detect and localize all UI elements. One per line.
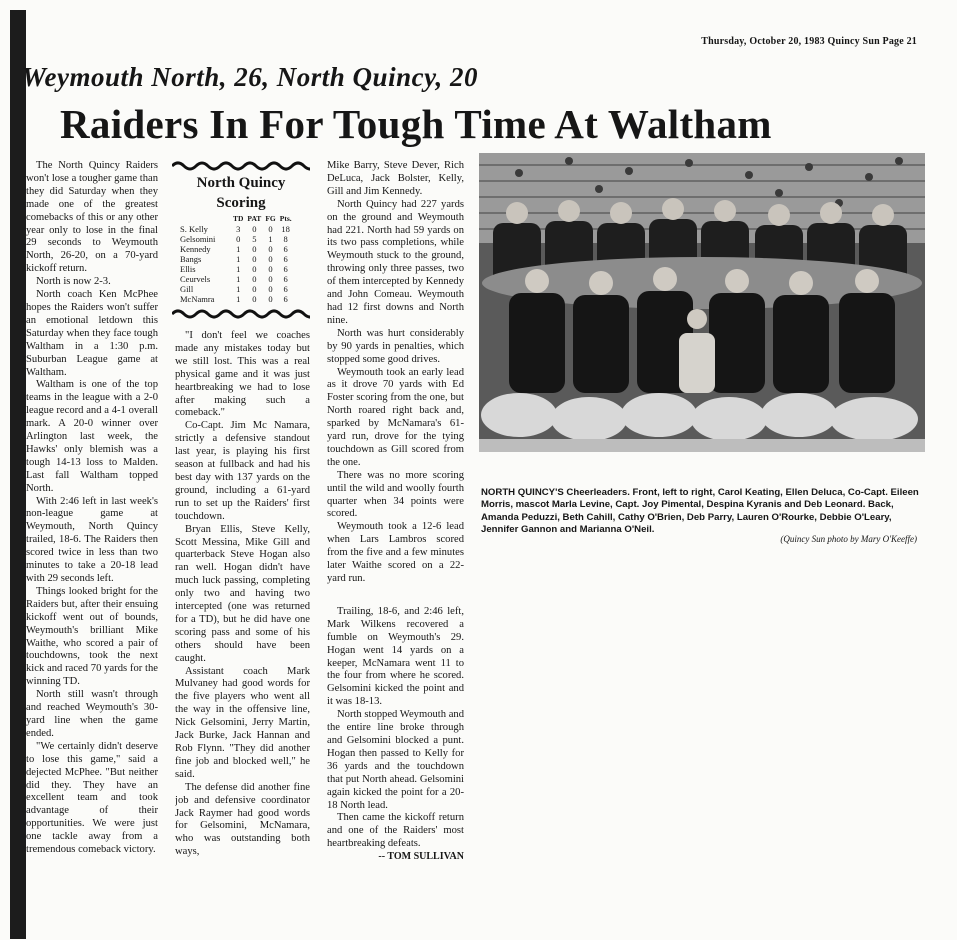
stat-cell: 0 — [268, 264, 273, 274]
stat-cell: 1 — [236, 244, 241, 254]
stat-cell: 0 — [252, 294, 257, 304]
stat-cell: 5 — [252, 234, 257, 244]
column-header: PAT — [247, 214, 262, 223]
article-column-3 — [327, 160, 464, 940]
stat-cell: 0 — [252, 264, 257, 274]
scoring-table-body — [176, 224, 294, 304]
scoring-title-2: Scoring — [216, 195, 266, 211]
paragraph: North stopped Weymouth and the entire line broke through and Gelsomini blocked a punt. Hogan then passed to Kelly for 36 yards and the touchdown that put North ahead. Gelsomini again kicked the point for a 20-18 North lead. — [327, 709, 464, 811]
wavy-rule — [172, 160, 310, 172]
player-name-cell: Bangs — [180, 254, 202, 264]
paragraph: The defense did another fine job and defensive coordinator Jack Raymer had good words for Gelsomini, McNamara, who was outstanding both ways, — [175, 781, 310, 858]
paragraph: Trailing, 18-6, and 2:46 left, Mark Wilkens recovered a fumble on Weymouth's 29. Hogan went 14 yards on a keeper, McNamara went 11 to the four from where he scored. Gelsomini kicked the point and it was 18-13. — [327, 605, 464, 708]
paragraph: Co-Capt. Jim Mc Namara, strictly a defensive standout last year, is playing his first season at fullback and had his best day with 137 yards on the ground, including a 61-yard run to set up the Raiders' first touchdown. — [175, 420, 310, 522]
column-header: FG — [265, 214, 276, 223]
player-name-cell: Gill — [180, 284, 194, 294]
paragraph: Bryan Ellis, Steve Kelly, Scott Messina, Mike Gill and quarterback Steve Hogan also ran well. Hogan didn't have much luck passing, completing only two and having two intercepted (one was returned for a TD), but he did have one scoring pass and some of his others should have been caught. — [175, 523, 310, 664]
table-row — [176, 234, 294, 244]
stat-cell: 3 — [236, 224, 241, 234]
stat-cell: 6 — [283, 244, 288, 254]
paragraph: North coach Ken McPhee hopes the Raiders won't suffer an emotional letdown this Saturday when they face tough Waltham in a 1:30 p.m. Suburban League game at Waltham. — [26, 289, 158, 378]
column-header: TD — [233, 214, 244, 223]
paragraph: Then came the kickoff return and one of the Raiders' most heartbreaking defeats. — [327, 812, 464, 850]
stat-cell: 6 — [283, 254, 288, 264]
paragraph: There was no more scoring until the wild and woolly fourth quarter when 34 points were scored. — [327, 469, 464, 520]
photo-caption: NORTH QUINCY'S Cheerleaders. Front, left to right, Carol Keating, Ellen Deluca, Co-Capt. Eileen Morris, mascot Marla Levine, Capt. Joy Pimental, Despina Kyranis and Deb Leonard. Back, Amanda Peduzzi, Beth Cahill, Cathy O'Brien, Deb Parry, Lauren O'Rourke, Debbie O'Leary, Jennifer Gannon and Marianna O'Neil. — [481, 487, 919, 535]
table-row — [176, 264, 294, 274]
table-row — [176, 224, 294, 234]
stat-cell: 1 — [236, 264, 241, 274]
article-column-2 — [175, 330, 310, 930]
headline: Raiders In For Tough Time At Waltham — [60, 101, 772, 147]
player-name-cell: Ceurvels — [180, 274, 211, 284]
paragraph: North Quincy had 227 yards on the ground and Weymouth had 221. North had 59 yards on its two pass completions, while Weymouth stuck to the ground, throwing only three passes, two of them intercepted by Kennedy and John Comeau. Weymouth had 12 first downs and North nine. — [327, 198, 464, 326]
paragraph: Assistant coach Mark Mulvaney had good words for the five players who went all the way in the offensive line, Nick Gelsomini, Jerry Martin, Jack Burke, Jack Hannan and Rob Flynn. "They did another fine job and blocked well," he said. — [175, 665, 310, 780]
paragraph: Mike Barry, Steve Dever, Rich DeLuca, Jack Bolster, Kelly, Gill and Jim Kennedy. — [327, 160, 464, 197]
stat-cell: 0 — [268, 224, 273, 234]
player-name-cell: Gelsomini — [180, 234, 216, 244]
paragraph: Things looked bright for the Raiders but, after their ensuing kickoff went out of bounds, Weymouth's brilliant Mike Waithe, who scored a pair of touchdowns, took the next kick and raced 70 yards for the winning TD. — [26, 585, 158, 688]
stat-cell: 0 — [252, 274, 257, 284]
table-row — [176, 274, 294, 284]
player-name-cell: McNamra — [180, 294, 215, 304]
paragraph: North was hurt considerably by 90 yards in penalties, which stopped some good drives. — [327, 327, 464, 365]
paragraph: Weymouth took a 12-6 lead when Lars Lambros scored from the five and a few minutes later Waithe scored on a 22-yard run. — [327, 521, 464, 584]
wavy-rule — [172, 308, 310, 320]
stat-cell: 0 — [268, 294, 273, 304]
paragraph: "We certainly didn't deserve to lose this game," said a dejected McPhee. "But neither did they. They have an excellent team and took advantage of their opportunities. We were just one tackle away from a tremendous comeback victory. — [26, 740, 158, 856]
paragraph: Waltham is one of the top teams in the league with a 2-0 league record and a 4-1 overall mark. A 20-0 winner over Arlington last week, the Hawks' only blemish was a tough 14-13 loss to Malden. Last fall Waltham topped North. — [26, 379, 158, 494]
table-row — [176, 244, 294, 254]
byline: -- TOM SULLIVAN — [378, 851, 464, 863]
scoring-box — [172, 160, 310, 320]
table-header-row — [176, 214, 294, 224]
paragraph: North is now 2-3. — [36, 276, 111, 288]
stat-cell: 0 — [268, 284, 273, 294]
paragraph: With 2:46 left in last week's non-league game at Weymouth, North Quincy trailed, 18-6. The Raiders then scored twice in less than two minutes to take a 20-18 lead with 29 seconds left. — [26, 495, 158, 584]
stat-cell: 6 — [283, 294, 288, 304]
stat-cell: 0 — [252, 244, 257, 254]
page-header: Thursday, October 20, 1983 Quincy Sun Page 21 — [701, 36, 917, 47]
paragraph: Weymouth took an early lead as it drove 70 yards with Ed Foster scoring from the one, but North roared right back and, sparked by McNamara's 61-yard run, drove for the tying touchdown as Gill scored from the one. — [327, 366, 464, 468]
article-column-1 — [26, 160, 158, 890]
column-header: Pts. — [279, 214, 292, 223]
stat-cell: 0 — [268, 274, 273, 284]
stat-cell: 0 — [268, 244, 273, 254]
column-gap — [327, 586, 464, 606]
stat-cell: 0 — [268, 254, 273, 264]
photo-credit: (Quincy Sun photo by Mary O'Keeffe) — [780, 534, 917, 544]
stat-cell: 0 — [252, 254, 257, 264]
stat-cell: 6 — [283, 274, 288, 284]
photo-image — [479, 153, 925, 452]
stat-cell: 0 — [252, 284, 257, 294]
stat-cell: 6 — [283, 284, 288, 294]
player-name-cell: Ellis — [180, 264, 196, 274]
kicker: Weymouth North, 26, North Quincy, 20 — [22, 62, 479, 92]
scoring-title-1: North Quincy — [196, 175, 286, 191]
player-name-cell: Kennedy — [180, 244, 211, 254]
stat-cell: 6 — [283, 264, 288, 274]
paragraph: "I don't feel we coaches made any mistakes today but we still lost. This was a real physical game and it was just heartbreaking we had to lose after making such a comeback." — [175, 330, 310, 419]
paragraph: The North Quincy Raiders won't lose a tougher game than they did Saturday when they made one of the greatest comebacks of this or any other year only to lose in the final 29 seconds to Weymouth North, 26-20, on a 70-yard kickoff return. — [26, 160, 158, 275]
stat-cell: 1 — [236, 274, 241, 284]
table-row — [176, 294, 294, 304]
paragraph: North still wasn't through and reached Weymouth's 30-yard line when the game ended. — [26, 689, 158, 739]
player-name-cell: S. Kelly — [180, 224, 208, 234]
stat-cell: 18 — [281, 224, 290, 234]
stat-cell: 1 — [236, 284, 241, 294]
table-row — [176, 284, 294, 294]
stat-cell: 1 — [268, 234, 273, 244]
table-row — [176, 254, 294, 264]
page-edge — [10, 10, 26, 939]
stat-cell: 0 — [236, 234, 241, 244]
stat-cell: 1 — [236, 294, 241, 304]
stat-cell: 1 — [236, 254, 241, 264]
stat-cell: 0 — [252, 224, 257, 234]
stat-cell: 8 — [283, 234, 288, 244]
column-header — [176, 214, 231, 224]
cheerleaders-photo — [479, 153, 925, 452]
scoring-table — [176, 214, 294, 304]
